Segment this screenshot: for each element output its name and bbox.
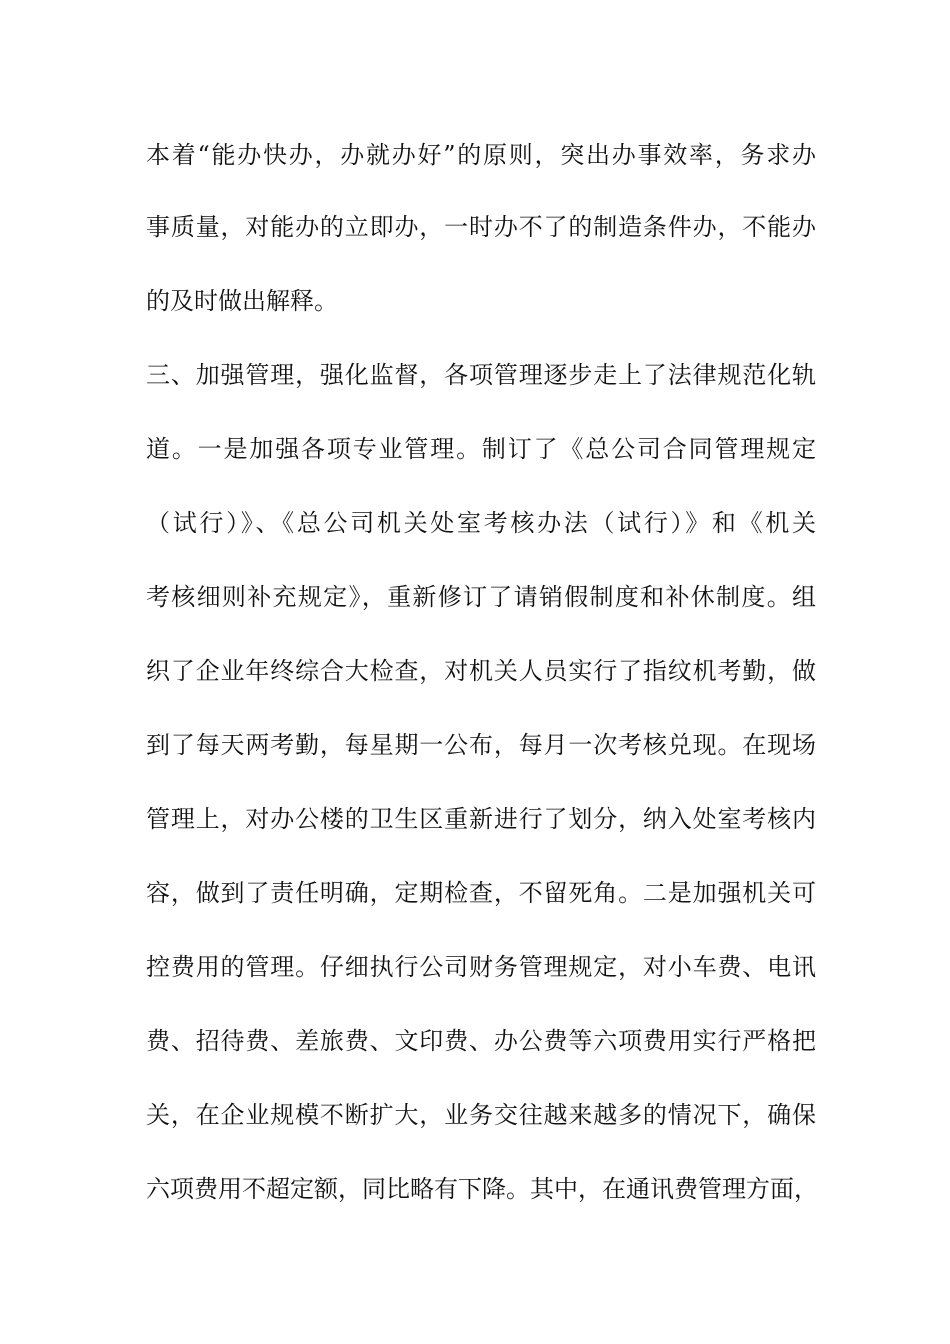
text-line-5: 道。一是加强各项专业管理。制订了《总公司合同管理规定 xyxy=(146,435,816,463)
text-line-10: 管理上，对办公楼的卫生区重新进行了划分，纳入处室考核内 xyxy=(146,805,816,833)
text-line-2: 事质量，对能办的立即办，一时办不了的制造条件办，不能办 xyxy=(146,213,816,241)
text-line-9: 到了每天两考勤，每星期一公布，每月一次考核兑现。在现场 xyxy=(146,731,816,759)
text-line-6: （试行）》、《总公司机关处室考核办法（试行）》和《机关 xyxy=(146,509,816,537)
text-line-7: 考核细则补充规定》，重新修订了请销假制度和补休制度。组 xyxy=(146,583,816,611)
text-line-15: 六项费用不超定额，同比略有下降。其中，在通讯费管理方面， xyxy=(146,1175,818,1203)
text-line-8: 织了企业年终综合大检查，对机关人员实行了指纹机考勤，做 xyxy=(146,657,816,685)
text-line-12: 控费用的管理。仔细执行公司财务管理规定，对小车费、电讯 xyxy=(146,953,816,981)
text-line-3: 的及时做出解释。 xyxy=(146,287,338,315)
text-line-14: 关，在企业规模不断扩大，业务交往越来越多的情况下，确保 xyxy=(146,1101,816,1129)
text-line-1: 本着“能办快办，办就办好”的原则，突出办事效率，务求办 xyxy=(146,141,816,169)
text-line-4: 三、加强管理，强化监督，各项管理逐步走上了法律规范化轨 xyxy=(146,361,816,389)
text-line-11: 容，做到了责任明确，定期检查，不留死角。二是加强机关可 xyxy=(146,879,816,907)
text-line-13: 费、招待费、差旅费、文印费、办公费等六项费用实行严格把 xyxy=(146,1027,816,1055)
